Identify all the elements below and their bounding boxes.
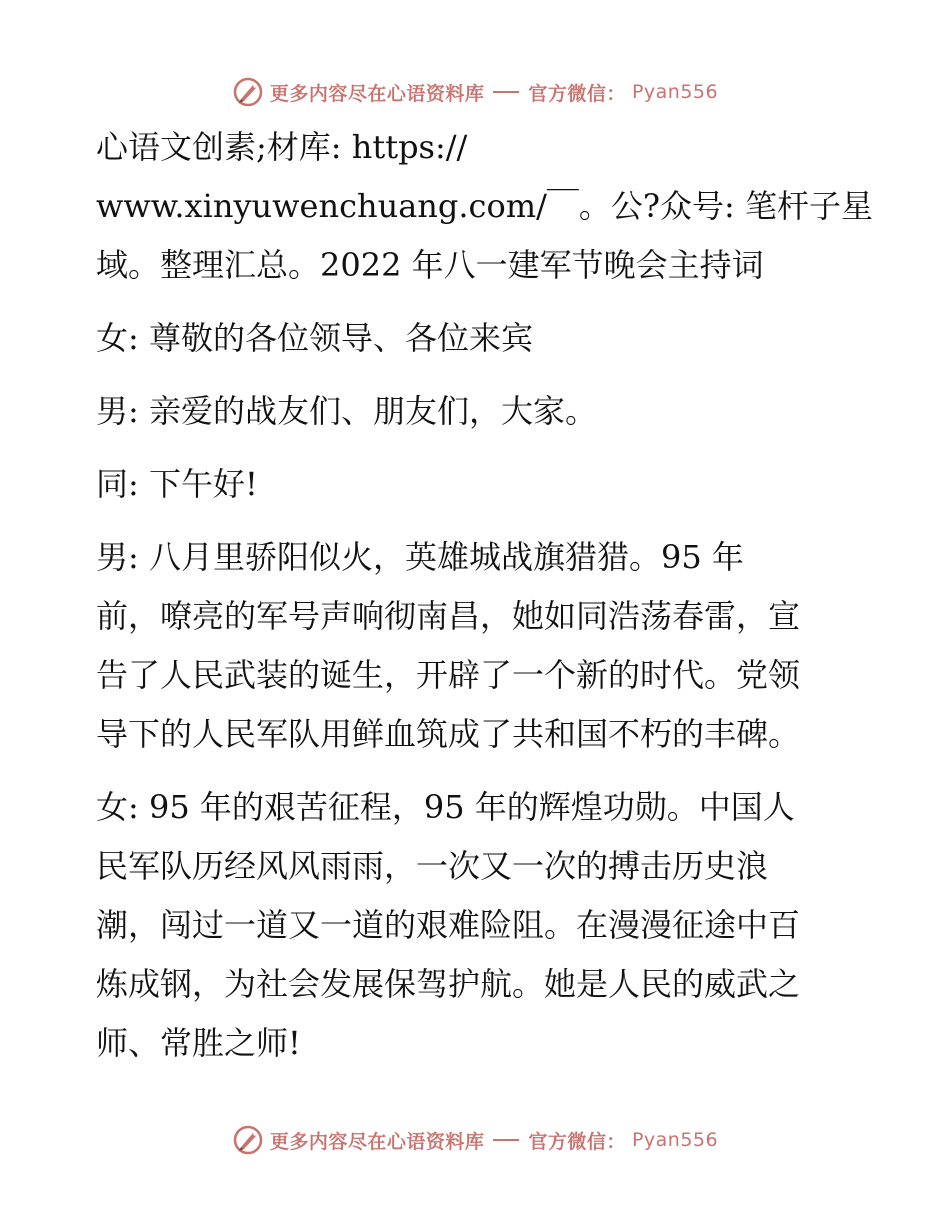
text-line: 域。整理汇总。2022 年八一建军节晚会主持词 (96, 246, 764, 284)
text-line: 女: 尊敬的各位领导、各位来宾 (96, 319, 533, 357)
paragraph (96, 118, 873, 295)
watermark-group (232, 76, 718, 108)
header-watermark (0, 72, 950, 112)
text-line: 民军队历经风风雨雨，一次又一次的搏击历史浪 (96, 847, 769, 885)
text-line: 告了人民武装的诞生，开辟了一个新的时代。党领 (96, 656, 801, 694)
watermark-account: Pyan556 (631, 81, 719, 103)
watermark-dash (493, 1139, 519, 1141)
text-line: 前，嘹亮的军号声响彻南昌，她如同浩荡春雷，宣 (96, 597, 801, 635)
text-line: 女: 95 年的艰苦征程，95 年的辉煌功勋。中国人 (96, 788, 795, 826)
watermark-official-label: 官方微信： (528, 1130, 626, 1153)
paragraph (96, 778, 856, 1073)
paragraph (96, 309, 856, 368)
pen-logo-icon (232, 1124, 264, 1156)
watermark-official-label: 官方微信： (528, 82, 626, 105)
paragraph (96, 528, 856, 764)
watermark-group (232, 1124, 718, 1156)
text-line: www.xinyuwenchuang.com/￣。公?众号: 笔杆子星 (96, 187, 873, 225)
text-line: 男: 八月里骄阳似火，英雄城战旗猎猎。95 年 (96, 538, 744, 576)
watermark-text: 更多内容尽在心语资料库 (269, 1130, 485, 1153)
watermark-text: 更多内容尽在心语资料库 (269, 82, 485, 105)
text-line: 同: 下午好! (96, 465, 258, 503)
text-line: 男: 亲爱的战友们、朋友们，大家。 (96, 392, 597, 430)
text-line: 心语文创素;材库: https:// (96, 128, 468, 166)
paragraph (96, 455, 856, 514)
text-line: 潮，闯过一道又一道的艰难险阻。在漫漫征途中百 (96, 906, 801, 944)
watermark-dash (493, 91, 519, 93)
watermark-account: Pyan556 (631, 1129, 719, 1151)
pen-logo-icon (232, 76, 264, 108)
text-line: 炼成钢，为社会发展保驾护航。她是人民的威武之 (96, 965, 801, 1003)
text-line: 导下的人民军队用鲜血筑成了共和国不朽的丰碑。 (96, 715, 801, 753)
paragraph (96, 382, 856, 441)
footer-watermark (0, 1120, 950, 1160)
document-body (96, 118, 873, 1073)
text-line: 师、常胜之师! (96, 1024, 301, 1062)
